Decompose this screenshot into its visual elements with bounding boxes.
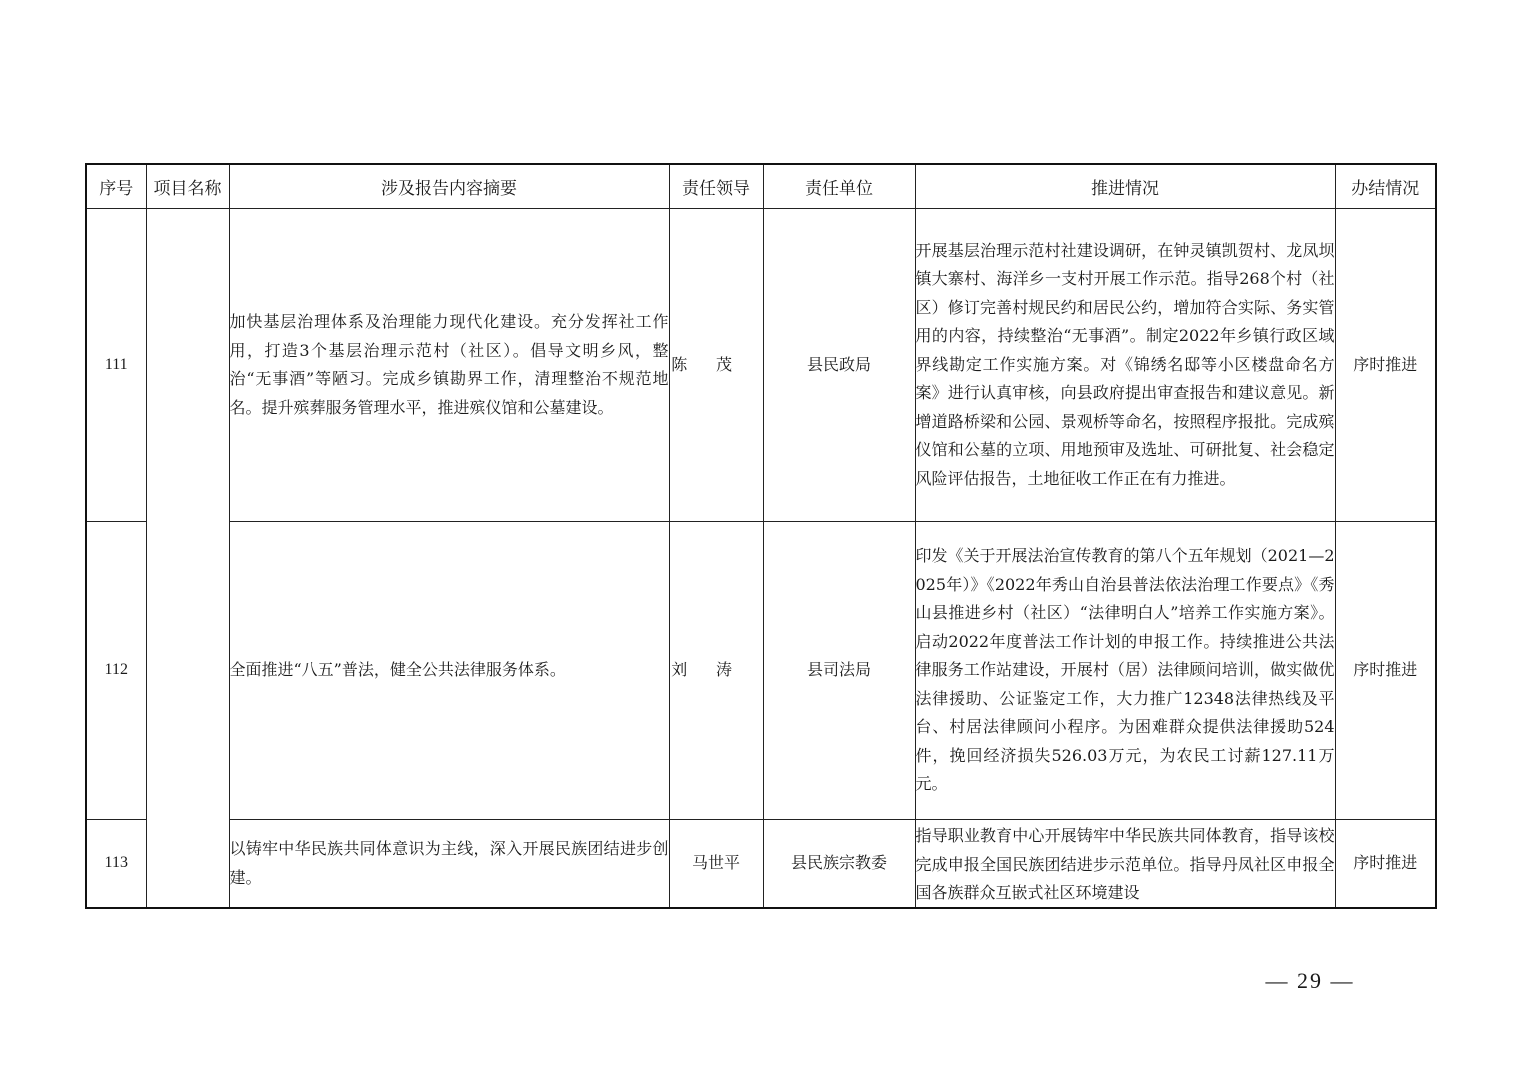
row-summary: 全面推进“八五”普法，健全公共法律服务体系。 (229, 522, 669, 820)
row-unit: 县民族宗教委 (763, 820, 915, 909)
row-summary: 以铸牢中华民族共同体意识为主线，深入开展民族团结进步创建。 (229, 820, 669, 909)
table-row (86, 209, 1436, 522)
table-row (86, 820, 1436, 909)
row-progress: 开展基层治理示范村社建设调研，在钟灵镇凯贺村、龙凤坝镇大寨村、海洋乡一支村开展工作示范。指导268个村（社区）修订完善村规民约和居民公约，增加符合实际、务实管用的内容，持续整治“无事酒”。制定2022年乡镇行政区域界线勘定工作实施方案。对《锦绣名邸等小区楼盘命名方案》进行认真审核，向县政府提出审查报告和建议意见。新增道路桥梁和公园、景观桥等命名，按照程序报批。完成殡仪馆和公墓的立项、用地预审及选址、可研批复、社会稳定风险评估报告，土地征收工作正在有力推进。 (915, 209, 1335, 522)
table-header-row (86, 164, 1436, 209)
row-leader: 马世平 (669, 820, 763, 909)
row-progress: 指导职业教育中心开展铸牢中华民族共同体教育，指导该校完成申报全国民族团结进步示范单位。指导丹凤社区申报全国各族群众互嵌式社区环境建设 (915, 826, 1335, 902)
header-summary: 涉及报告内容摘要 (229, 164, 669, 209)
header-leader: 责任领导 (669, 164, 763, 209)
header-unit: 责任单位 (763, 164, 915, 209)
row-seq: 113 (86, 820, 146, 909)
row-leader: 刘涛 (669, 522, 763, 820)
row-status: 序时推进 (1335, 522, 1436, 820)
row-status: 序时推进 (1335, 209, 1436, 522)
project-name-cell (146, 209, 229, 909)
header-seq: 序号 (86, 164, 146, 209)
header-project: 项目名称 (146, 164, 229, 209)
table-row (86, 522, 1436, 820)
row-progress-cell (915, 820, 1335, 909)
row-seq: 111 (86, 209, 146, 522)
row-seq: 112 (86, 522, 146, 820)
header-progress: 推进情况 (915, 164, 1335, 209)
header-status: 办结情况 (1335, 164, 1436, 209)
progress-table (85, 163, 1437, 909)
row-leader: 陈茂 (669, 209, 763, 522)
row-progress: 印发《关于开展法治宣传教育的第八个五年规划（2021—2025年）》《2022年秀山自治县普法依法治理工作要点》《秀山县推进乡村（社区）“法律明白人”培养工作实施方案》。启动2022年度普法工作计划的申报工作。持续推进公共法律服务工作站建设，开展村（居）法律顾问培训，做实做优法律援助、公证鉴定工作，大力推广12348法律热线及平台、村居法律顾问小程序。为困难群众提供法律援助524件，挽回经济损失526.03万元，为农民工讨薪127.11万元。 (915, 522, 1335, 820)
row-unit: 县司法局 (763, 522, 915, 820)
page-number: — 29 — (1265, 968, 1355, 993)
row-unit: 县民政局 (763, 209, 915, 522)
row-summary: 加快基层治理体系及治理能力现代化建设。充分发挥社工作用，打造3个基层治理示范村（社区）。倡导文明乡风，整治“无事酒”等陋习。完成乡镇勘界工作，清理整治不规范地名。提升殡葬服务管理水平，推进殡仪馆和公墓建设。 (229, 209, 669, 522)
row-status: 序时推进 (1335, 820, 1436, 909)
